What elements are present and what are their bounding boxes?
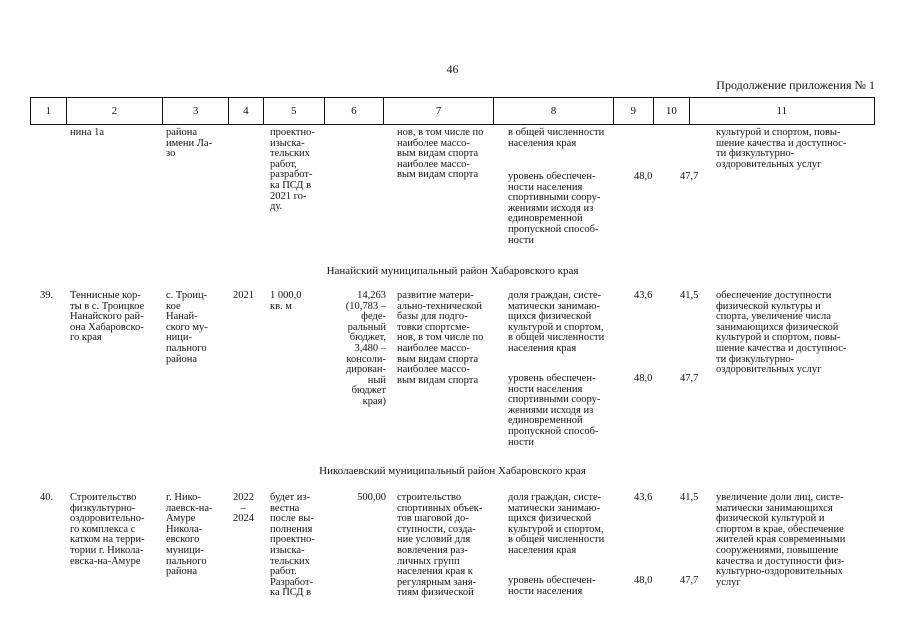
value-2019-cell: 47,7 [680, 575, 699, 586]
value-2020-cell: 43,6 [634, 290, 653, 301]
section-heading-nanai: Нанайский муниципальный район Хабаровского края [326, 265, 579, 277]
indicator-cell: уровень обеспечен- ности населения спортивными соору- жениями исходя из единовременной пропускной способ- ности [508, 171, 601, 246]
value-2019-cell: 41,5 [680, 290, 699, 301]
value-2019-cell: 47,7 [680, 171, 699, 182]
row-number-cell: 40. [40, 492, 54, 503]
cost-cell: 500,00 [357, 492, 386, 503]
purpose-cell: строительство спортивных объек- тов шаговой до- ступности, созда- ние условий для вовлечения раз- личных групп населения края к регулярным заня- тиям физической [397, 492, 483, 599]
object-name-cell: нина 1а [70, 127, 105, 138]
col-header-4: 4 [229, 98, 264, 125]
value-2020-cell: 48,0 [634, 373, 653, 384]
purpose-cell: нов, в том числе по наиболее массо- вым видам спорта наиболее массо- вым видам спорта [397, 127, 484, 181]
col-header-3: 3 [163, 98, 229, 125]
result-cell: увеличение доли лиц, систе- матически занимающихся физической культурой и спортом в крае, обеспечение жителей края современными сооружениями, повышение качества и доступности физ- культурно-оздоровительных услуг [716, 492, 846, 588]
capacity-cell: будет из- вестна после вы- полнения проектно- изыска- тельских работ. Разработ- ка ПСД в [270, 492, 315, 599]
col-header-10: 10 [654, 98, 690, 125]
col-header-5: 5 [263, 98, 324, 125]
purpose-cell: развитие матери- ально-технической базы для подго- товки спортсме- нов, в том числе по наиболее массо- вым видам спорта наиболее массо- вым видам спорта [397, 290, 484, 386]
row-number-cell: 39. [40, 290, 54, 301]
col-header-6: 6 [324, 98, 383, 125]
col-header-11: 11 [689, 98, 874, 125]
result-cell: обеспечение доступности физической культуры и спорта, увеличение числа занимающихся физической культурой и спортом, повы- шение качества и доступнос- ти физкультурно- оздоровительных услуг [716, 290, 847, 376]
year-cell: 2021 [233, 290, 254, 301]
value-2020-cell: 48,0 [634, 575, 653, 586]
object-name-cell: Строительство физкультурно- оздоровительно- го комплекса с катком на терри- тории г. Никола- евска-на-Амуре [70, 492, 145, 567]
value-2019-cell: 41,5 [680, 492, 699, 503]
indicator-cell: доля граждан, систе- матически занимаю- щихся физической культурой и спортом, в общей численности населения края [508, 290, 605, 354]
indicator-cell: уровень обеспечен- ности населения [508, 575, 596, 597]
col-header-9: 9 [613, 98, 653, 125]
value-2019-cell: 47,7 [680, 373, 699, 384]
section-heading-nikolaevsk: Николаевский муниципальный район Хабаровского края [319, 465, 586, 477]
object-name-cell: Теннисные кор- ты в с. Троицкое Нанайского рай- она Хабаровско- го края [70, 290, 145, 344]
col-header-2: 2 [66, 98, 163, 125]
value-2020-cell: 43,6 [634, 492, 653, 503]
capacity-cell: 1 000,0 кв. м [270, 290, 302, 312]
indicator-cell: доля граждан, систе- матически занимаю- щихся физической культурой и спортом, в общей численности населения края [508, 492, 605, 556]
indicator-cell: уровень обеспечен- ности населения спортивными соору- жениями исходя из единовременной пропускной способ- ности [508, 373, 601, 448]
location-cell: г. Нико- лаевск-на- Амуре Никола- евского муници- пального района [166, 492, 213, 578]
col-header-7: 7 [383, 98, 493, 125]
capacity-cell: проектно- изыска- тельских работ, разработ- ка ПСД в 2021 го- ду. [270, 127, 315, 213]
appendix-continuation: Продолжение приложения № 1 [716, 78, 875, 92]
location-cell: с. Троиц- кое Нанай- ского му- ници- пального района [166, 290, 208, 365]
page-number: 46 [446, 62, 459, 76]
result-cell: культурой и спортом, повы- шение качества и доступнос- ти физкультурно- оздоровительных услуг [716, 127, 847, 170]
col-header-1: 1 [31, 98, 67, 125]
col-header-8: 8 [494, 98, 613, 125]
location-cell: района имени Ла- зо [166, 127, 213, 160]
cost-cell: 14,263 (10,783 – феде- ральный бюджет, 3,480 – консоли- дирован- ный бюджет края) [345, 290, 386, 407]
value-2020-cell: 48,0 [634, 171, 653, 182]
year-cell: 2022 – 2024 [233, 492, 254, 525]
column-header-row [30, 97, 875, 125]
indicator-cell: в общей численности населения края [508, 127, 605, 149]
